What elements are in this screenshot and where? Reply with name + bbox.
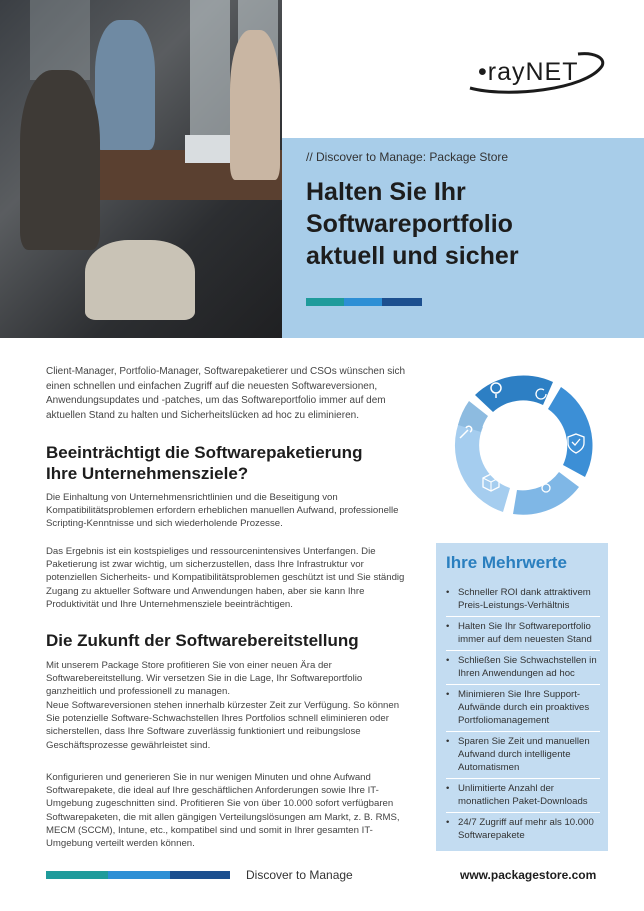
- list-item: • Unlimitierte Anzahl der monatlichen Paket-Downloads: [446, 778, 600, 812]
- list-item: • 24/7 Zugriff auf mehr als 10.000 Softwarepakete: [446, 812, 600, 846]
- hero-photo: [0, 0, 282, 338]
- kicker: // Discover to Manage: Package Store: [306, 150, 509, 164]
- benefits-list: [436, 583, 608, 846]
- intro-text: Client-Manager, Portfolio-Manager, Softwarepaketierer und CSOs wünschen sich einen schnellen und einfachen Zugriff auf die neuesten Softwareversionen, Anwendungsupdates und -patches, um das Softwareportfolio immer auf dem aktuellen Stand zu halten und Sicherheitslücken ad hoc zu eliminieren.: [46, 366, 406, 421]
- section2-heading: Die Zukunft der Softwarebereitstellung: [46, 631, 359, 650]
- list-item: • Schließen Sie Schwachstellen in Ihren Anwendungen ad hoc: [446, 650, 600, 684]
- color-stripe-blue: [344, 298, 382, 306]
- benefits-box: [436, 543, 608, 851]
- footer-url-link[interactable]: www.packagestore.com: [460, 868, 597, 882]
- section1-paragraph-1: Die Einhaltung von Unternehmensrichtlinien und die Beseitigung von Kompatibilitätsproblemen erfordern erheblichen manuellen Aufwand, professionelle Scripting-Kenntnisse und sich wiederholende Prozesse.: [46, 492, 399, 530]
- footer-stripe-navy: [170, 871, 230, 879]
- page-title: Halten Sie Ihr Softwareportfolio aktuell und sicher: [306, 178, 519, 270]
- section2-paragraph-1: Mit unserem Package Store profitieren Sie von einer neuen Ära der Softwarebereitstellung. Wir versetzen Sie in die Lage, Ihr Softwareportfolio ganzheitlich und professionell zu managen.: [46, 660, 363, 698]
- cycle-segment-bottom-right: [513, 472, 579, 515]
- cycle-segment-right: [548, 387, 593, 477]
- section2-paragraph-3: Konfigurieren und generieren Sie in nur wenigen Minuten und ohne Aufwand Softwarepakete, die ideal auf Ihre geschäftlichen Anforderungen sowie Ihre IT-Umgebung zugeschnitten sind. Profitieren Sie von über 10.000 sofort verfügbaren Softwarepaketen, die mit allen gängigen Verteilungslösungen am Markt, z. B. RMS, MECM (SCCM), Intune, etc., kompatibel sind und somit in Ihrer gesamten IT-Umgebung verteilt werden können.: [46, 772, 400, 850]
- list-item: • Minimieren Sie Ihre Support-Aufwände durch ein proaktives Portfoliomanagement: [446, 684, 600, 731]
- footer-label: Discover to Manage: [246, 868, 353, 882]
- color-stripe-navy: [382, 298, 422, 306]
- list-item: • Schneller ROI dank attraktivem Preis-Leistungs-Verhältnis: [446, 583, 600, 616]
- footer-stripe-teal: [46, 871, 108, 879]
- footer-stripe-blue: [108, 871, 170, 879]
- cycle-segment-left: [455, 417, 510, 512]
- section1-paragraph-2: Das Ergebnis ist ein kostspieliges und ressourcenintensives Unterfangen. Die Paketierung ist zwar wichtig, um sicherzustellen, dass Ihre Infrastruktur vor potenziellen Sicherheits- und Kompatibilitätsproblemen geschützt ist und Sie ständig Zugang zu aktueller Software und Anwendungen haben, aber sie kann Ihre Produktivität und Ihre Unternehmensziele beeinträchtigen.: [46, 546, 405, 610]
- cycle-diagram: [438, 370, 608, 520]
- color-stripe-teal: [306, 298, 344, 306]
- section1-heading: Beeinträchtigt die Softwarepaketierung Ihre Unternehmensziele?: [46, 443, 363, 483]
- section2-paragraph-2: Neue Softwareversionen stehen innerhalb kürzester Zeit zur Verfügung. So können Sie potenzielle Software-Schwachstellen Ihres Portfolios schnell eliminieren oder sicherstellen, dass Ihre Software zuverlässig funktioniert und reibungslose Geschäftsprozesse gewährleistet sind.: [46, 700, 400, 751]
- raynet-logo: •rayNET: [478, 58, 579, 86]
- cycle-segment-top: [475, 375, 553, 412]
- list-item: • Halten Sie Ihr Softwareportfolio immer auf dem neuesten Stand: [446, 616, 600, 650]
- benefits-title: Ihre Mehrwerte: [446, 553, 567, 572]
- list-item: • Sparen Sie Zeit und manuellen Aufwand durch intelligente Automatismen: [446, 731, 600, 778]
